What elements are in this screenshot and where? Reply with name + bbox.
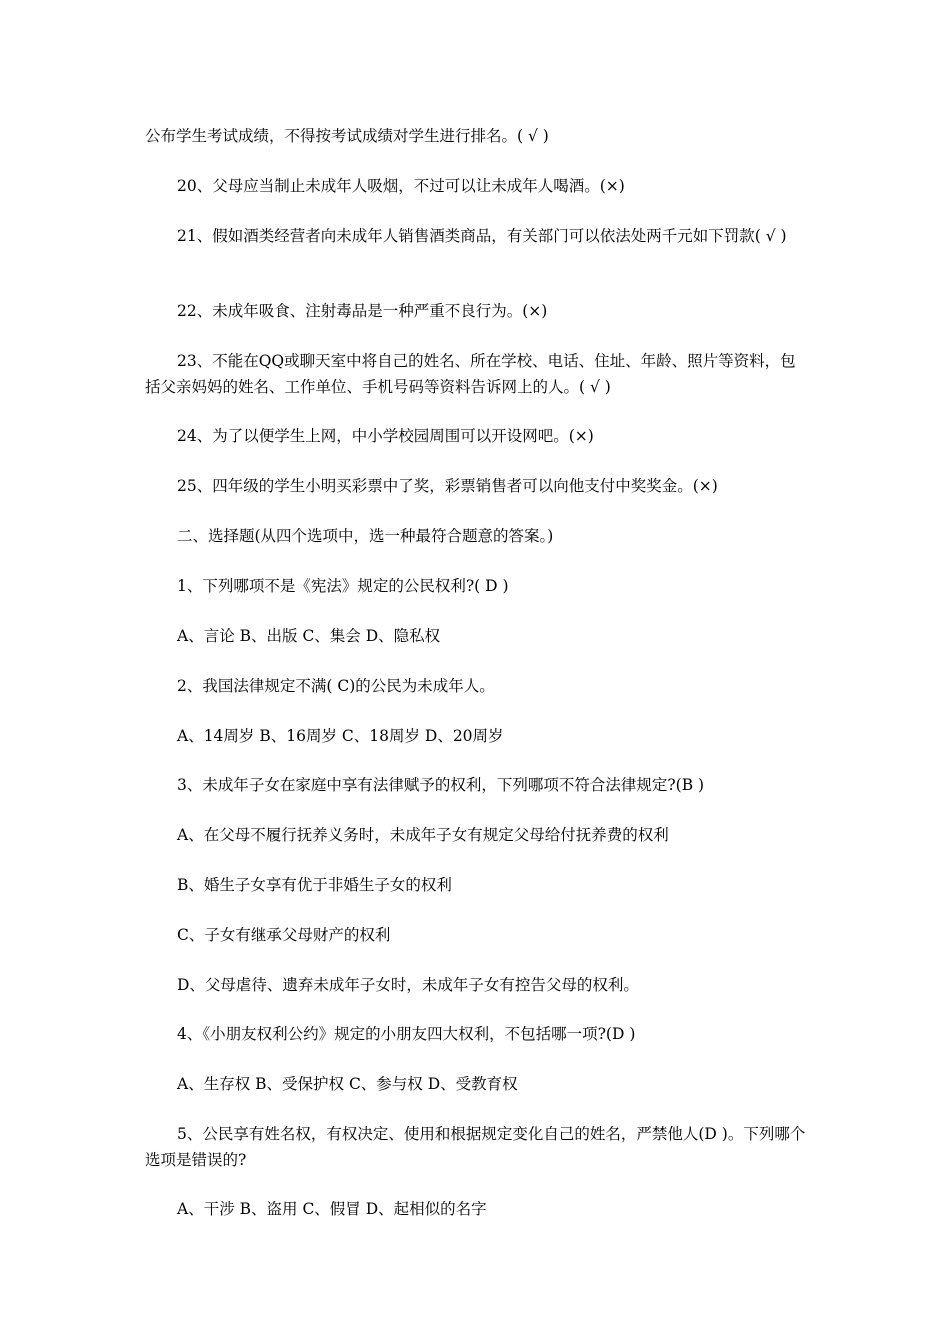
- paragraph-mc3-option-c: C、子女有继承父母财产的权利: [177, 926, 391, 944]
- paragraph-mc2-options: A、14周岁 B、16周岁 C、18周岁 D、20周岁: [177, 727, 504, 745]
- paragraph-mc1: 1、下列哪项不是《宪法》规定的公民权利?( D ): [177, 577, 509, 595]
- paragraph-mc3: 3、未成年子女在家庭中享有法律赋予的权利，下列哪项不符合法律规定?(B ): [177, 776, 705, 794]
- paragraph-q22: 22、未成年吸食、注射毒品是一种严重不良行为。(×): [177, 302, 548, 320]
- paragraph-mc3-option-d: D、父母虐待、遗弃未成年子女时，未成年子女有控告父母的权利。: [177, 976, 639, 994]
- paragraph-q20: 20、父母应当制止未成年人吸烟，不过可以让未成年人喝酒。(×): [177, 177, 625, 195]
- paragraph-mc3-option-a: A、在父母不履行抚养义务时，未成年子女有规定父母给付抚养费的权利: [177, 826, 669, 844]
- paragraph-mc1-options: A、言论 B、出版 C、集会 D、隐私权: [177, 627, 441, 645]
- paragraph-q23: 23、不能在QQ或聊天室中将自己的姓名、所在学校、电话、住址、年龄、照片等资料，包括父亲妈妈的姓名、工作单位、手机号码等资料告诉网上的人。( √ ): [145, 352, 796, 396]
- paragraph-mc4: 4、《小朋友权利公约》规定的小朋友四大权利，不包括哪一项?(D ): [177, 1025, 636, 1043]
- paragraph-mc3-option-b: B、婚生子女享有优于非婚生子女的权利: [177, 876, 452, 894]
- paragraph-q25: 25、四年级的学生小明买彩票中了奖，彩票销售者可以向他支付中奖奖金。(×): [177, 477, 718, 495]
- paragraph-mc2: 2、我国法律规定不满( C)的公民为未成年人。: [177, 677, 495, 695]
- paragraph-q21: 21、假如酒类经营者向未成年人销售酒类商品，有关部门可以依法处两千元如下罚款( √ ): [177, 227, 787, 245]
- paragraph-mc4-options: A、生存权 B、受保护权 C、参与权 D、受教育权: [177, 1075, 518, 1093]
- paragraph-mc5-options: A、干涉 B、盗用 C、假冒 D、起相似的名字: [177, 1200, 487, 1218]
- paragraph-q24: 24、为了以便学生上网，中小学校园周围可以开设网吧。(×): [177, 427, 594, 445]
- paragraph-continuation: 公布学生考试成绩，不得按考试成绩对学生进行排名。( √ ): [145, 127, 549, 145]
- paragraph-mc5: 5、公民享有姓名权，有权决定、使用和根据规定变化自己的姓名，严禁他人(D )。下列哪个选项是错误的?: [145, 1125, 806, 1169]
- section-heading-choice: 二、选择题(从四个选项中，选一种最符合题意的答案。): [177, 527, 554, 545]
